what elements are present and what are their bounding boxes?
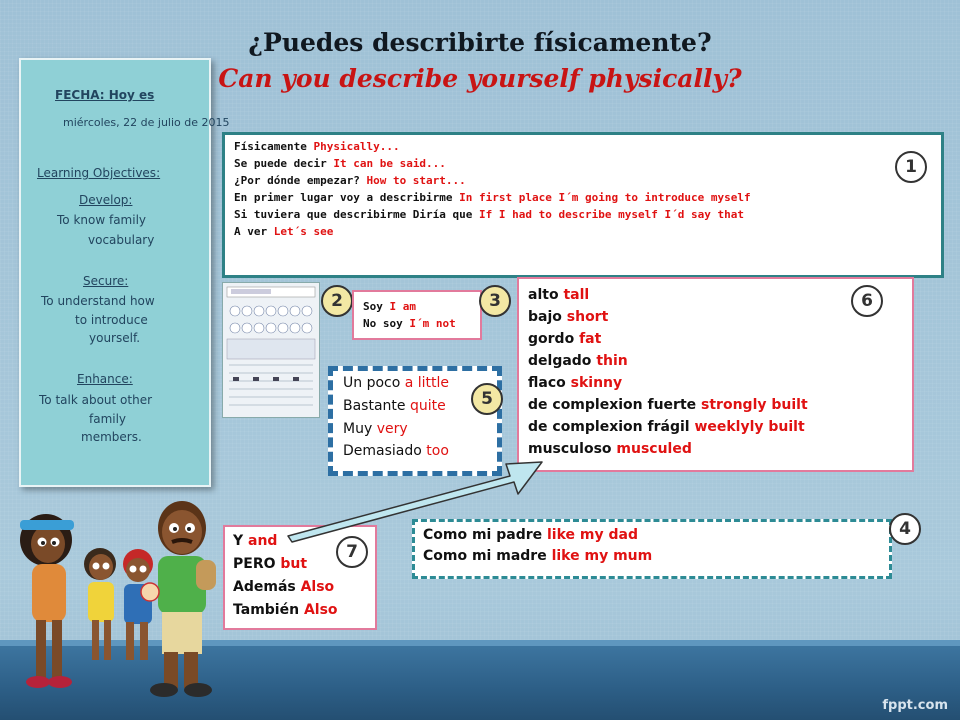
enhance-heading: Enhance:	[77, 372, 133, 386]
develop-text-1: To know family	[57, 213, 147, 227]
box6-line-6	[528, 397, 808, 413]
box1-line-3	[234, 174, 466, 187]
link-arrow-icon	[280, 440, 560, 550]
box7-line-1-es: Y	[233, 533, 249, 549]
family-illustration	[14, 500, 226, 700]
secure-text-1: To understand how	[41, 294, 155, 308]
box1-line-5-es: Si tuviera que describirme Diría que	[234, 208, 480, 221]
box7-line-2-en: but	[280, 556, 308, 572]
worksheet-thumbnail	[222, 282, 320, 418]
box7-line-4	[233, 602, 338, 618]
box5-line-2-es: Bastante	[343, 398, 410, 414]
box4-line-2-es: Como mi madre	[423, 548, 552, 564]
box1-line-1	[234, 140, 400, 153]
box4-line-2	[423, 548, 652, 564]
box4-line-1-es: Como mi padre	[423, 527, 547, 543]
box5-line-3	[343, 421, 408, 437]
number-badge-5: 5	[471, 383, 503, 415]
secure-heading: Secure:	[83, 274, 129, 288]
box6-line-7-en: weeklyly built	[694, 419, 805, 435]
box1-line-1-es: Físicamente	[234, 140, 314, 153]
box7-line-1-en: and	[248, 533, 278, 549]
box6-line-3-en: fat	[579, 331, 602, 347]
box7-line-2-es: PERO	[233, 556, 281, 572]
box1-line-5	[234, 208, 744, 221]
box6-line-5-es: flaco	[528, 375, 571, 391]
box1-line-2-es: Se puede decir	[234, 157, 334, 170]
box6-line-4	[528, 353, 628, 369]
slide-title-spanish: ¿Puedes describirte físicamente?	[248, 28, 712, 57]
box1-line-6-en: Let´s see	[273, 225, 334, 238]
box6-line-7	[528, 419, 805, 435]
box6-line-4-es: delgado	[528, 353, 597, 369]
box6-line-1-en: tall	[563, 287, 590, 303]
box5-line-4-es: Demasiado	[343, 443, 427, 459]
develop-heading: Develop:	[79, 193, 133, 207]
box5-line-1-es: Un poco	[343, 375, 405, 391]
objectives-sidebar	[19, 58, 230, 487]
box3-line-2	[363, 317, 456, 330]
box3-line-1-es: Soy	[363, 300, 390, 313]
box7-line-4-en: Also	[303, 602, 338, 618]
box6-line-5	[528, 375, 622, 391]
box3-line-1-en: I am	[389, 300, 416, 313]
box7-line-3-es: Además	[233, 579, 301, 595]
box1-line-3-en: How to start...	[366, 174, 466, 187]
box5-line-3-es: Muy	[343, 421, 377, 437]
fppt-watermark: fppt.com	[882, 698, 948, 713]
number-badge-4: 4	[889, 513, 921, 545]
box6-line-3	[528, 331, 601, 347]
box5-line-1	[343, 375, 449, 391]
box7-line-1	[233, 533, 277, 549]
box6-line-3-es: gordo	[528, 331, 580, 347]
box6-line-5-en: skinny	[570, 375, 623, 391]
slide-title-english: Can you describe yourself physically?	[218, 64, 742, 93]
box6-line-2-en: short	[566, 309, 609, 325]
number-badge-6: 6	[851, 285, 883, 317]
box7-line-4-es: También	[233, 602, 304, 618]
secure-text-3: yourself.	[89, 331, 141, 345]
develop-text-2: vocabulary	[88, 233, 155, 247]
date-value: miércoles, 22 de julio de 2015	[63, 116, 230, 129]
box4-line-2-en: like my mum	[551, 548, 653, 564]
box1-line-4-es: En primer lugar voy a describirme	[234, 191, 460, 204]
box1-line-3-es: ¿Por dónde empezar?	[234, 174, 367, 187]
box5-line-1-en: a little	[404, 375, 450, 391]
objectives-heading: Learning Objectives:	[37, 166, 161, 180]
box5-line-2	[343, 398, 446, 414]
box6-line-8-en: musculed	[616, 441, 692, 457]
box6-line-2-es: bajo	[528, 309, 567, 325]
box5-line-4-en: too	[426, 443, 449, 459]
box1-line-2-en: It can be said...	[333, 157, 446, 170]
box3-line-1	[363, 300, 416, 313]
enhance-text-2: family	[89, 412, 127, 426]
box7-line-3-en: Also	[300, 579, 335, 595]
box6-line-1	[528, 287, 589, 303]
box1-line-6-es: A ver	[234, 225, 274, 238]
box6-line-7-es: de complexion frágil	[528, 419, 695, 435]
box1-line-5-en: If I had to describe myself I´d say that	[479, 208, 744, 221]
box7-line-3	[233, 579, 334, 595]
box1-line-1-en: Physically...	[313, 140, 400, 153]
box6-line-6-es: de complexion fuerte	[528, 397, 702, 413]
box1-line-2	[234, 157, 446, 170]
box4-line-1-en: like my dad	[547, 527, 638, 543]
box1-line-6	[234, 225, 333, 238]
date-label: FECHA: Hoy es	[55, 88, 155, 102]
number-badge-1: 1	[895, 151, 927, 183]
box3-line-2-en: I´m not	[409, 317, 456, 330]
phrases-box-1	[222, 132, 944, 278]
enhance-text-3: members.	[81, 430, 142, 444]
box5-line-2-en: quite	[409, 398, 446, 414]
box7-line-2	[233, 556, 307, 572]
number-badge-7: 7	[336, 536, 368, 568]
number-badge-2: 2	[321, 285, 353, 317]
phrases-box-3	[352, 290, 482, 340]
box6-line-6-en: strongly built	[701, 397, 808, 413]
box6-line-8-es: musculoso	[528, 441, 617, 457]
box1-line-4-en: In first place I´m going to introduce myself	[459, 191, 751, 204]
box6-line-1-es: alto	[528, 287, 564, 303]
box3-line-2-es: No soy	[363, 317, 410, 330]
enhance-text-1: To talk about other	[39, 393, 153, 407]
box6-line-2	[528, 309, 608, 325]
number-badge-3: 3	[479, 285, 511, 317]
box5-line-3-en: very	[376, 421, 408, 437]
secure-text-2: to introduce	[75, 313, 148, 327]
box6-line-4-en: thin	[596, 353, 628, 369]
box1-line-4	[234, 191, 751, 204]
